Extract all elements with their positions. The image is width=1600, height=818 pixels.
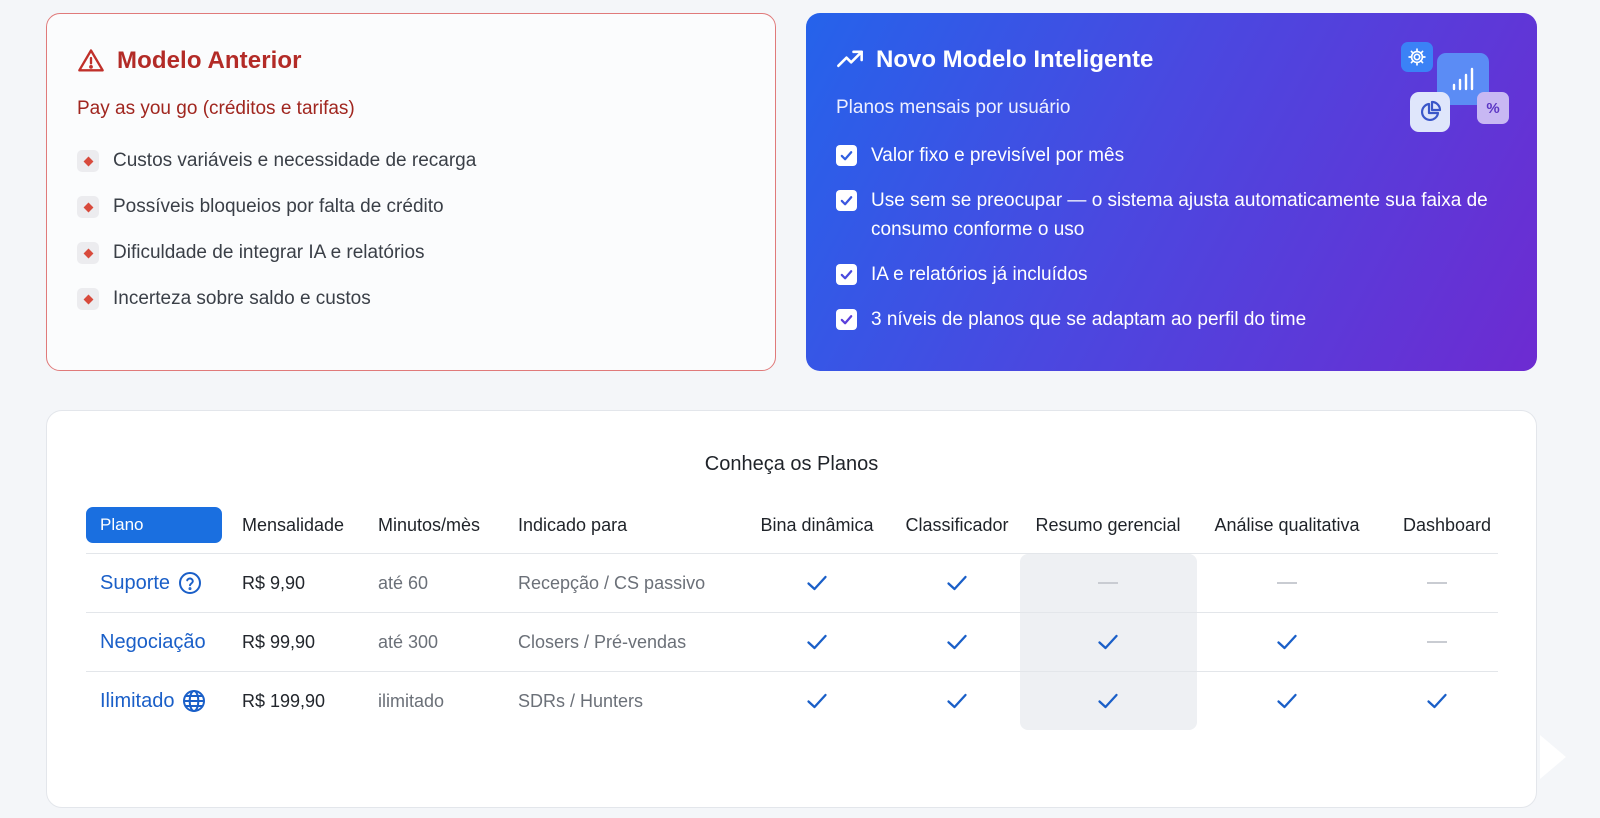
check-icon: [1275, 630, 1299, 654]
row-divider: [86, 671, 1498, 672]
plan-minutes: ilimitado: [378, 690, 445, 711]
new-model-subtitle: Planos mensais por usuário: [836, 97, 1071, 118]
list-item: [77, 230, 745, 276]
new-model-card: [806, 13, 1537, 371]
checkbox-checked-icon: [836, 264, 857, 285]
new-model-list: [836, 133, 1507, 342]
header-bina: Bina dinâmica: [760, 514, 874, 535]
header-dashboard: Dashboard: [1402, 514, 1492, 535]
percent-icon: %: [1477, 92, 1509, 124]
trending-up-icon: [836, 46, 864, 74]
row-divider: [86, 553, 1498, 554]
gear-icon: [1401, 42, 1433, 72]
plan-target: Closers / Pré-vendas: [518, 631, 687, 652]
check-icon: [1096, 689, 1120, 713]
dash-icon: [1427, 582, 1447, 584]
header-plan: Plano: [86, 507, 222, 543]
diamond-bullet-icon: [77, 288, 99, 310]
plan-negociacao[interactable]: [100, 624, 206, 660]
header-target: Indicado para: [518, 514, 628, 535]
plans-table-card: [46, 410, 1537, 808]
header-minutes: Minutos/mès: [378, 514, 481, 535]
plan-price: R$ 99,90: [242, 631, 316, 652]
dash-icon: [1427, 641, 1447, 643]
old-model-title: Modelo Anterior: [117, 47, 302, 74]
check-icon: [805, 689, 829, 713]
list-item-text: Incerteza sobre saldo e custos: [113, 288, 371, 309]
checkbox-checked-icon: [836, 190, 857, 211]
plan-name: Suporte: [100, 571, 171, 594]
question-circle-icon: [178, 571, 202, 595]
list-item-text: Use sem se preocupar — o sistema ajusta automaticamente sua faixa de consumo conforme o uso: [871, 190, 1488, 240]
header-classifier: Classificador: [905, 514, 1009, 535]
list-item: [836, 178, 1507, 252]
plan-name: Negociação: [100, 630, 206, 653]
row-divider: [86, 612, 1498, 613]
list-item-text: Custos variáveis e necessidade de recarga: [113, 150, 477, 171]
dash-icon: [1277, 582, 1297, 584]
corner-arrow-icon: [1540, 735, 1566, 779]
list-item: [77, 138, 745, 184]
checkbox-checked-icon: [836, 145, 857, 166]
warning-icon: [77, 47, 105, 75]
check-icon: [805, 630, 829, 654]
plan-target: Recepção / CS passivo: [518, 572, 706, 593]
plan-name: Ilimitado: [100, 689, 175, 712]
header-price: Mensalidade: [242, 514, 345, 535]
plans-title: Conheça os Planos: [704, 453, 879, 475]
plan-price: R$ 199,90: [242, 690, 326, 711]
diamond-bullet-icon: [77, 150, 99, 172]
plan-target: SDRs / Hunters: [518, 690, 644, 711]
list-item-text: 3 níveis de planos que se adaptam ao perfil do time: [871, 309, 1307, 330]
plan-ilimitado[interactable]: [100, 683, 206, 719]
old-model-subtitle: Pay as you go (créditos e tarifas): [77, 98, 355, 119]
list-item-text: Dificuldade de integrar IA e relatórios: [113, 242, 425, 263]
old-model-list: [77, 138, 745, 322]
check-icon: [945, 571, 969, 595]
header-analysis: Análise qualitativa: [1214, 514, 1360, 535]
check-icon: [945, 689, 969, 713]
globe-icon: [182, 689, 206, 713]
list-item-text: Valor fixo e previsível por mês: [871, 145, 1125, 166]
plan-suporte[interactable]: [100, 565, 202, 601]
old-model-card: [46, 13, 776, 371]
list-item: [77, 276, 745, 322]
list-item-text: IA e relatórios já incluídos: [871, 264, 1088, 285]
plan-price: R$ 9,90: [242, 572, 306, 593]
list-item: [836, 133, 1507, 178]
header-summary: Resumo gerencial: [1035, 514, 1181, 535]
plan-minutes: até 60: [378, 572, 429, 593]
list-item: [836, 297, 1507, 342]
check-icon: [945, 630, 969, 654]
new-model-title: Novo Modelo Inteligente: [876, 46, 1154, 73]
diamond-bullet-icon: [77, 242, 99, 264]
checkbox-checked-icon: [836, 309, 857, 330]
check-icon: [805, 571, 829, 595]
plan-minutes: até 300: [378, 631, 439, 652]
check-icon: [1096, 630, 1120, 654]
check-icon: [1275, 689, 1299, 713]
list-item: [836, 252, 1507, 297]
check-icon: [1425, 689, 1449, 713]
list-item: [77, 184, 745, 230]
diamond-bullet-icon: [77, 196, 99, 218]
pie-chart-icon: [1410, 92, 1450, 132]
list-item-text: Possíveis bloqueios por falta de crédito: [113, 196, 444, 217]
dash-icon: [1098, 582, 1118, 584]
